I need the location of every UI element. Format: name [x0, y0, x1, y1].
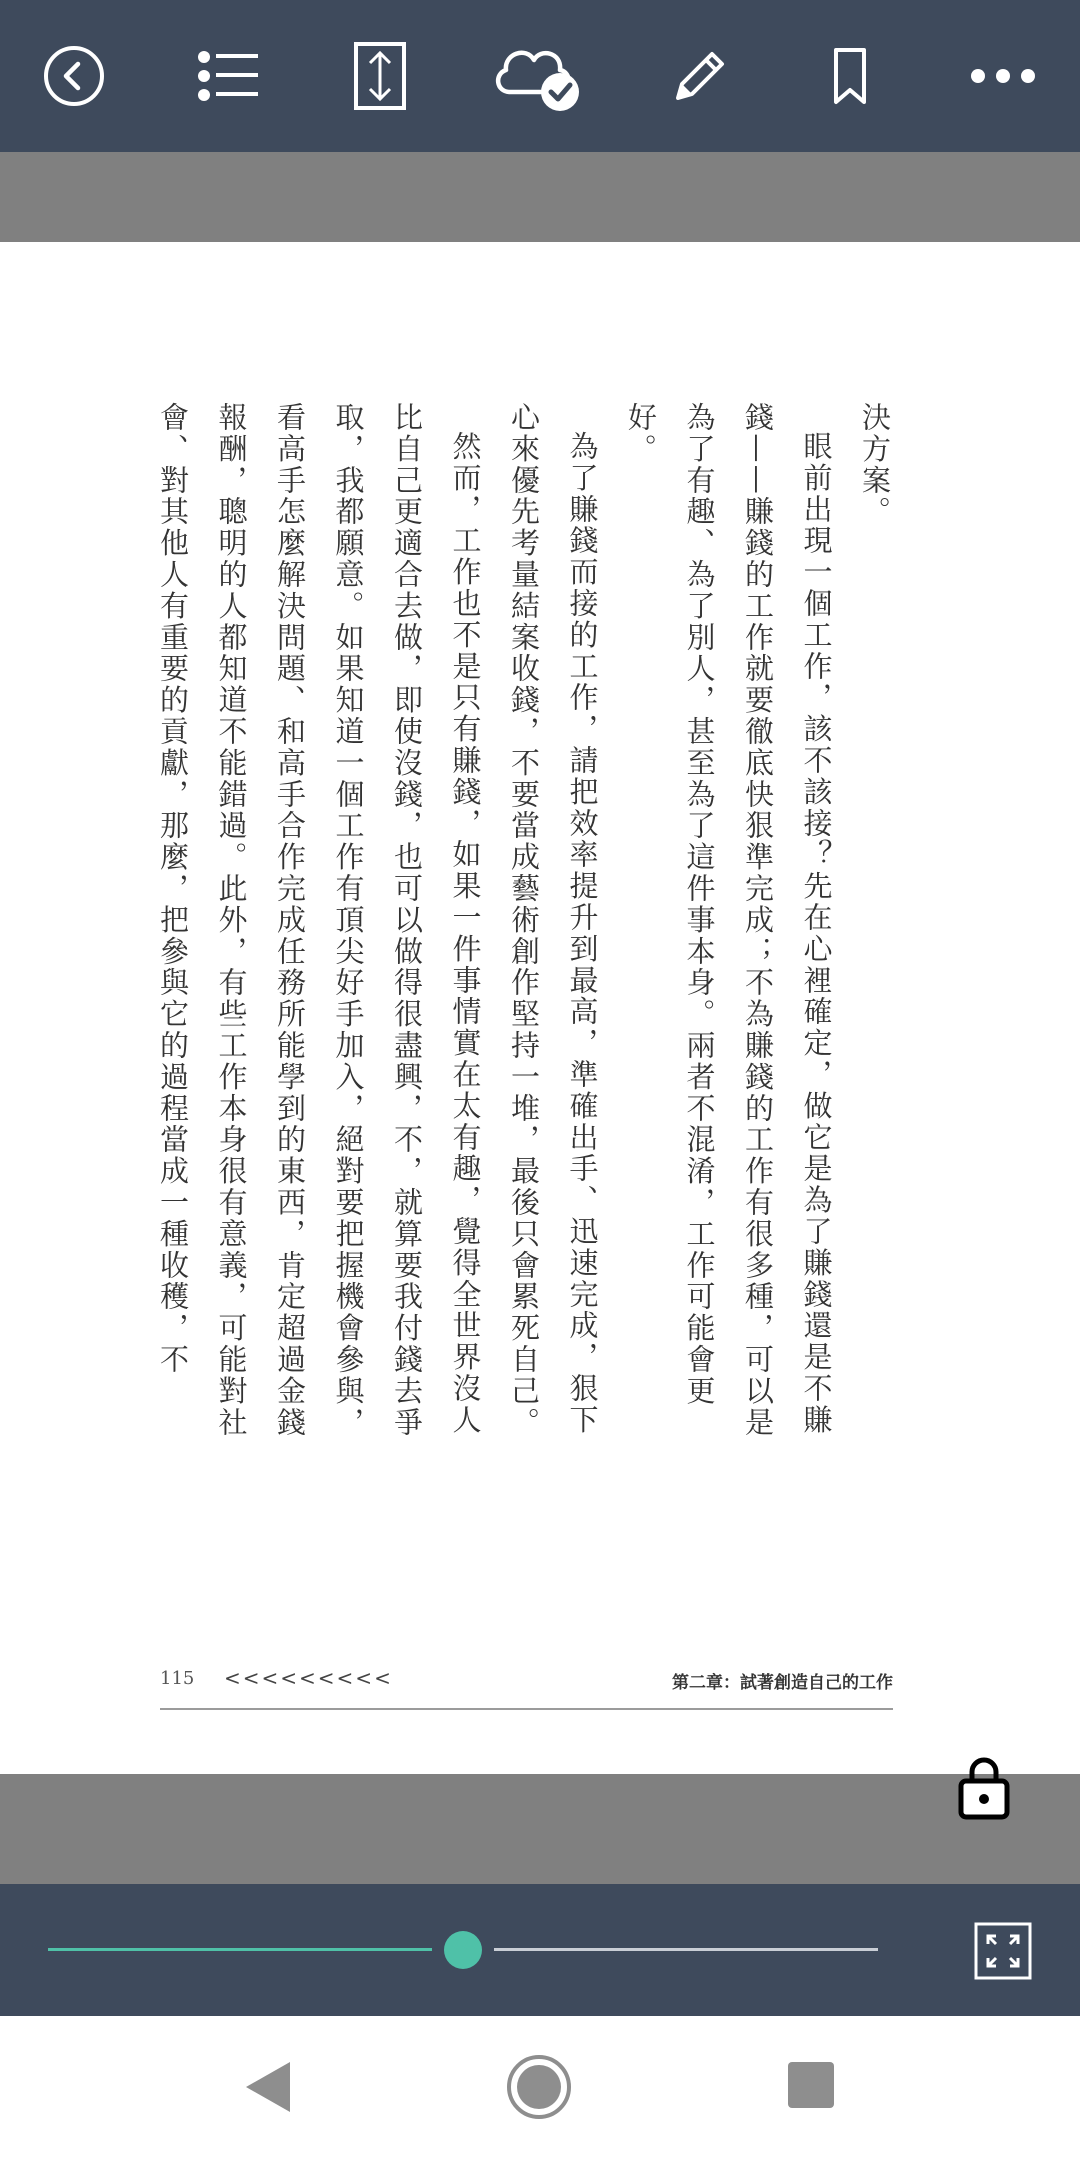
chapter-title: 第二章：試著創造自己的工作 [672, 1673, 893, 1693]
footer-arrows: <<<<<<<<< [224, 1666, 393, 1690]
cloud-sync-icon[interactable] [490, 36, 586, 116]
bookmark-icon[interactable] [810, 36, 890, 116]
reader-toolbar [0, 0, 1080, 152]
toc-list-icon[interactable] [189, 36, 269, 116]
progress-slider-thumb[interactable] [444, 1931, 482, 1969]
book-paragraph: 決方案。 [858, 402, 892, 528]
page-number: 115 [160, 1668, 195, 1689]
book-body-text [144, 402, 905, 1442]
progress-track-empty[interactable] [494, 1948, 878, 1951]
more-icon[interactable] [963, 36, 1043, 116]
pencil-icon[interactable] [660, 36, 740, 116]
lock-icon[interactable] [958, 1754, 1010, 1820]
system-nav-bar [0, 2016, 1080, 2160]
book-paragraph: 為了賺錢而接的工作，請把效率提升到最高，準確出手、迅速完成，狠下心來優先考量結案收錢，不要當成藝術創作堅持一堆，最後只會累死自己。 [507, 402, 600, 1439]
nav-home-icon[interactable] [506, 2054, 572, 2120]
nav-recents-icon[interactable] [788, 2062, 834, 2108]
reader-progress-bar [0, 1884, 1080, 2016]
fullscreen-icon[interactable] [974, 1922, 1032, 1980]
page-footer [160, 1664, 893, 1710]
book-paragraph: 然而，工作也不是只有賺錢，如果一件事情實在太有趣，覺得全世界沒人比自己更適合去做，即使沒錢，也可以做得很盡興，不，就算要我付錢去爭取，我都願意。如果知道一個工作有頂尖好手加入，絕對要把握機會參與，看高手怎麼解決問題、和高手合作完成任務所能學到的東西，肯定超過金錢報酬，聰明的人都知道不能錯過。此外，有些工作本身很有意義，可能對社會、對其他人有重要的貢獻，那麼，把參與它的過程當成一種收穫，不 [156, 402, 483, 1439]
page-scroll-icon[interactable] [340, 36, 420, 116]
back-icon[interactable] [34, 36, 114, 116]
progress-track-filled[interactable] [48, 1948, 432, 1951]
book-paragraph: 眼前出現一個工作，該不該接？先在心裡確定，做它是為了賺錢還是不賺錢——賺錢的工作就要徹底快狠準完成；不為賺錢的工作有很多種，可以是為了有趣、為了別人，甚至為了這件事本身。兩者不混淆，工作可能會更好。 [624, 402, 834, 1439]
page-margin-bottom [0, 1774, 1080, 1884]
nav-back-icon[interactable] [244, 2060, 292, 2114]
book-page[interactable] [0, 242, 1080, 1774]
page-margin-top [0, 152, 1080, 242]
